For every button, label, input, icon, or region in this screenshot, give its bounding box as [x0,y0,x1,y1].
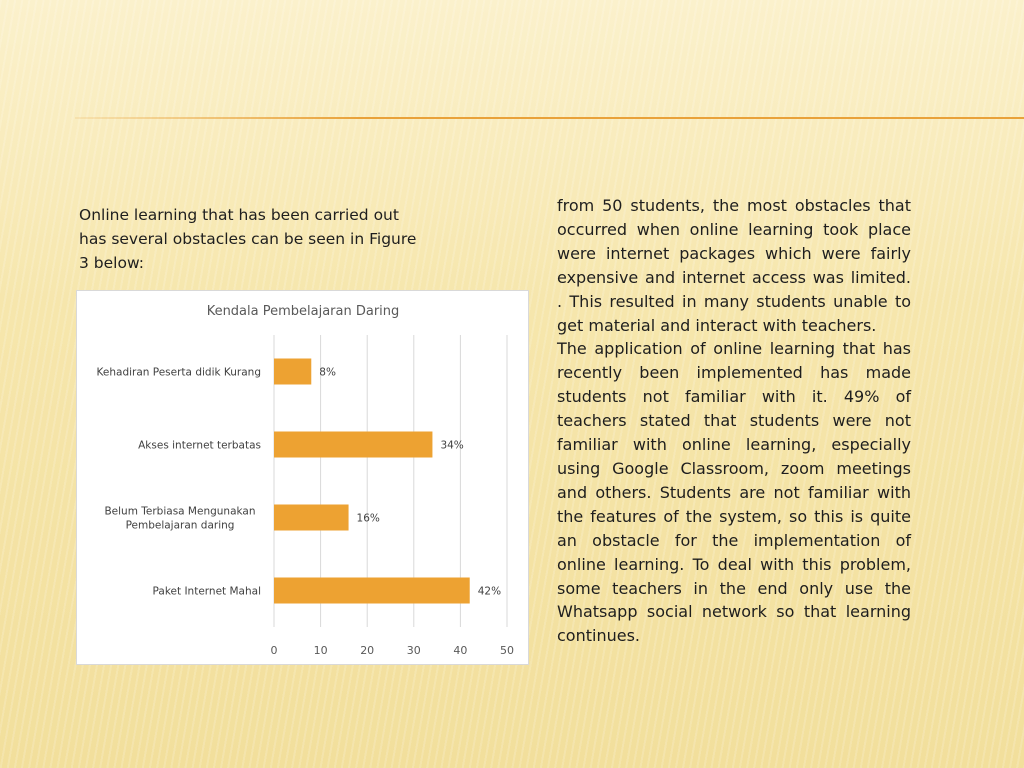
x-tick-label-4: 40 [453,644,468,657]
x-tick-label-1: 10 [313,644,328,657]
title-divider-line [75,117,1024,119]
chart-panel [76,290,529,665]
x-tick-label-0: 0 [270,644,278,657]
category-label-1: Akses internet terbatas [138,439,261,452]
category-label-0: Kehadiran Peserta didik Kurang [96,366,261,379]
category-label-2: Belum Terbiasa Mengunakan Pembelajaran daring [104,505,256,532]
right-text-block [557,194,911,648]
paragraph-online-learning-application: The application of online learning that has recently been implemented has made students not familiar with it. 49% of teachers stated that students were not familiar with online learning, especially using Google Classroom, zoom meetings and others. Students are not familiar with the features of the system, so this is quite an obstacle for the implementation of online learning. To deal with this problem, some teachers in the end only use the Whatsapp social network so that learning continues. [557,339,911,646]
bar-0 [274,359,311,385]
chart-title: Kendala Pembelajaran Daring [206,304,400,319]
data-label-0: 8% [319,366,336,379]
bar-2 [274,505,349,531]
category-label-3: Paket Internet Mahal [152,585,261,598]
bar-1 [274,432,432,458]
paragraph-obstacles-summary: from 50 students, the most obstacles that occurred when online learning took place were internet packages which were fairly expensive and internet access was limited. . This resulted in many students unable to get material and interact with teachers. [557,196,911,335]
x-tick-label-5: 50 [500,644,514,657]
intro-text: Online learning that has been carried out has several obstacles can be seen in Figure 3 below: [79,206,417,272]
obstacles-bar-chart [77,291,528,664]
data-label-1: 34% [440,439,464,452]
bar-3 [274,578,470,604]
data-label-3: 42% [477,585,502,598]
data-label-2: 16% [356,512,380,525]
x-tick-label-2: 20 [360,644,375,657]
x-tick-label-3: 30 [406,644,421,657]
